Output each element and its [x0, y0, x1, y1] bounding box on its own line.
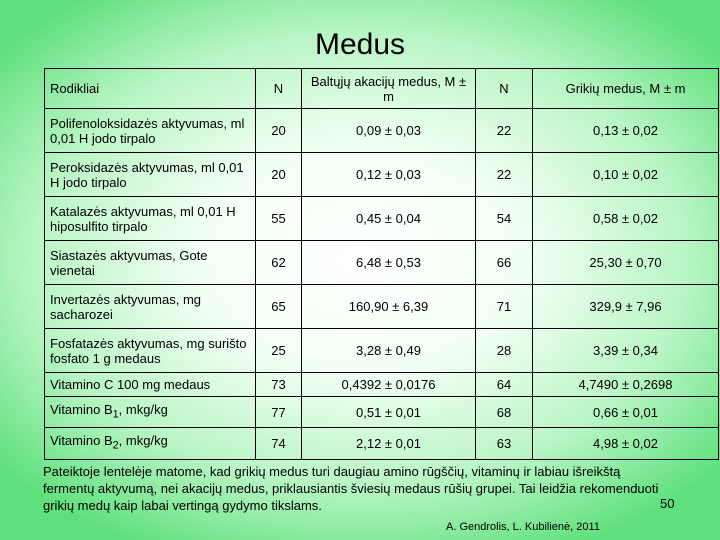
- table-row: [45, 197, 719, 241]
- table-row: [45, 241, 719, 285]
- table-header-row: [45, 69, 719, 109]
- row-n-acacia: 74: [256, 428, 302, 460]
- header-indicator: Rodikliai: [45, 69, 256, 109]
- row-acacia-value: 3,28 ± 0,49: [302, 329, 476, 373]
- row-n-acacia: 77: [256, 397, 302, 428]
- table-row: [45, 428, 719, 460]
- row-indicator: Fosfatazės aktyvumas, mg surišto fosfato 1 g medaus: [45, 329, 256, 373]
- row-n-buckwheat: 22: [476, 153, 533, 197]
- row-indicator: Peroksidazės aktyvumas, ml 0,01 H jodo tirpalo: [45, 153, 256, 197]
- table-row: [45, 153, 719, 197]
- author-credit: A. Gendrolis, L. Kubilienė, 2011: [446, 521, 600, 533]
- row-buckwheat-value: 0,66 ± 0,01: [533, 397, 719, 428]
- row-n-acacia: 25: [256, 329, 302, 373]
- row-indicator: [45, 428, 256, 460]
- vitamin-unit: , mkg/kg: [118, 401, 168, 417]
- row-acacia-value: 0,09 ± 0,03: [302, 109, 476, 153]
- row-acacia-value: 0,4392 ± 0,0176: [302, 373, 476, 397]
- row-buckwheat-value: 4,98 ± 0,02: [533, 428, 719, 460]
- row-acacia-value: 0,45 ± 0,04: [302, 197, 476, 241]
- row-indicator: Katalazės aktyvumas, ml 0,01 H hiposulfito tirpalo: [45, 197, 256, 241]
- row-n-buckwheat: 22: [476, 109, 533, 153]
- table-row: [45, 329, 719, 373]
- footer-text: Pateiktoje lentelėje matome, kad grikių medus turi daugiau amino rūgščių, vitaminų ir labiau išreikštą fermentų aktyvumą, nei akacijų medus, priklausiantis šviesių medaus rūšių grupei. Tai leidžia rekomenduoti grikių medų kaip labai vertingą gydymo tikslams.: [43, 464, 659, 513]
- header-n-acacia: N: [256, 69, 302, 109]
- row-indicator: [45, 397, 256, 428]
- row-buckwheat-value: 0,13 ± 0,02: [533, 109, 719, 153]
- row-n-buckwheat: 63: [476, 428, 533, 460]
- vitamin-unit: , mkg/kg: [118, 433, 168, 449]
- row-acacia-value: 6,48 ± 0,53: [302, 241, 476, 285]
- row-indicator: Polifenoloksidazės aktyvumas, ml 0,01 H jodo tirpalo: [45, 109, 256, 153]
- vitamin-b-label: Vitamino B: [50, 433, 113, 449]
- vitamin-subscript: 2: [112, 440, 119, 453]
- row-acacia-value: 2,12 ± 0,01: [302, 428, 476, 460]
- vitamin-subscript: 1: [112, 408, 119, 421]
- row-buckwheat-value: 329,9 ± 7,96: [533, 285, 719, 329]
- row-n-buckwheat: 64: [476, 373, 533, 397]
- row-acacia-value: 0,51 ± 0,01: [302, 397, 476, 428]
- table-row: [45, 397, 719, 428]
- row-indicator: Siastazės aktyvumas, Gote vienetai: [45, 241, 256, 285]
- row-buckwheat-value: 0,58 ± 0,02: [533, 197, 719, 241]
- row-n-acacia: 62: [256, 241, 302, 285]
- header-n-buckwheat: N: [476, 69, 533, 109]
- header-acacia-honey: Baltųjų akacijų medus, M ± m: [302, 69, 476, 109]
- slide-title: Medus: [314, 28, 406, 61]
- header-buckwheat-honey: Grikių medus, M ± m: [533, 69, 719, 109]
- row-buckwheat-value: 25,30 ± 0,70: [533, 241, 719, 285]
- vitamin-b-label: Vitamino B: [50, 401, 113, 417]
- row-n-acacia: 65: [256, 285, 302, 329]
- row-n-acacia: 20: [256, 153, 302, 197]
- table-row: [45, 373, 719, 397]
- row-n-buckwheat: 66: [476, 241, 533, 285]
- row-acacia-value: 0,12 ± 0,03: [302, 153, 476, 197]
- row-buckwheat-value: 0,10 ± 0,02: [533, 153, 719, 197]
- row-n-buckwheat: 28: [476, 329, 533, 373]
- row-indicator: Invertazės aktyvumas, mg sacharozei: [45, 285, 256, 329]
- page-number: 50: [660, 496, 675, 511]
- row-buckwheat-value: 4,7490 ± 0,2698: [533, 373, 719, 397]
- row-n-buckwheat: 71: [476, 285, 533, 329]
- row-n-buckwheat: 54: [476, 197, 533, 241]
- table-row: [45, 109, 719, 153]
- honey-comparison-table: [44, 68, 719, 460]
- row-buckwheat-value: 3,39 ± 0,34: [533, 329, 719, 373]
- row-acacia-value: 160,90 ± 6,39: [302, 285, 476, 329]
- table-row: [45, 285, 719, 329]
- row-n-buckwheat: 68: [476, 397, 533, 428]
- row-n-acacia: 73: [256, 373, 302, 397]
- row-indicator: Vitamino C 100 mg medaus: [45, 373, 256, 397]
- row-n-acacia: 55: [256, 197, 302, 241]
- row-n-acacia: 20: [256, 109, 302, 153]
